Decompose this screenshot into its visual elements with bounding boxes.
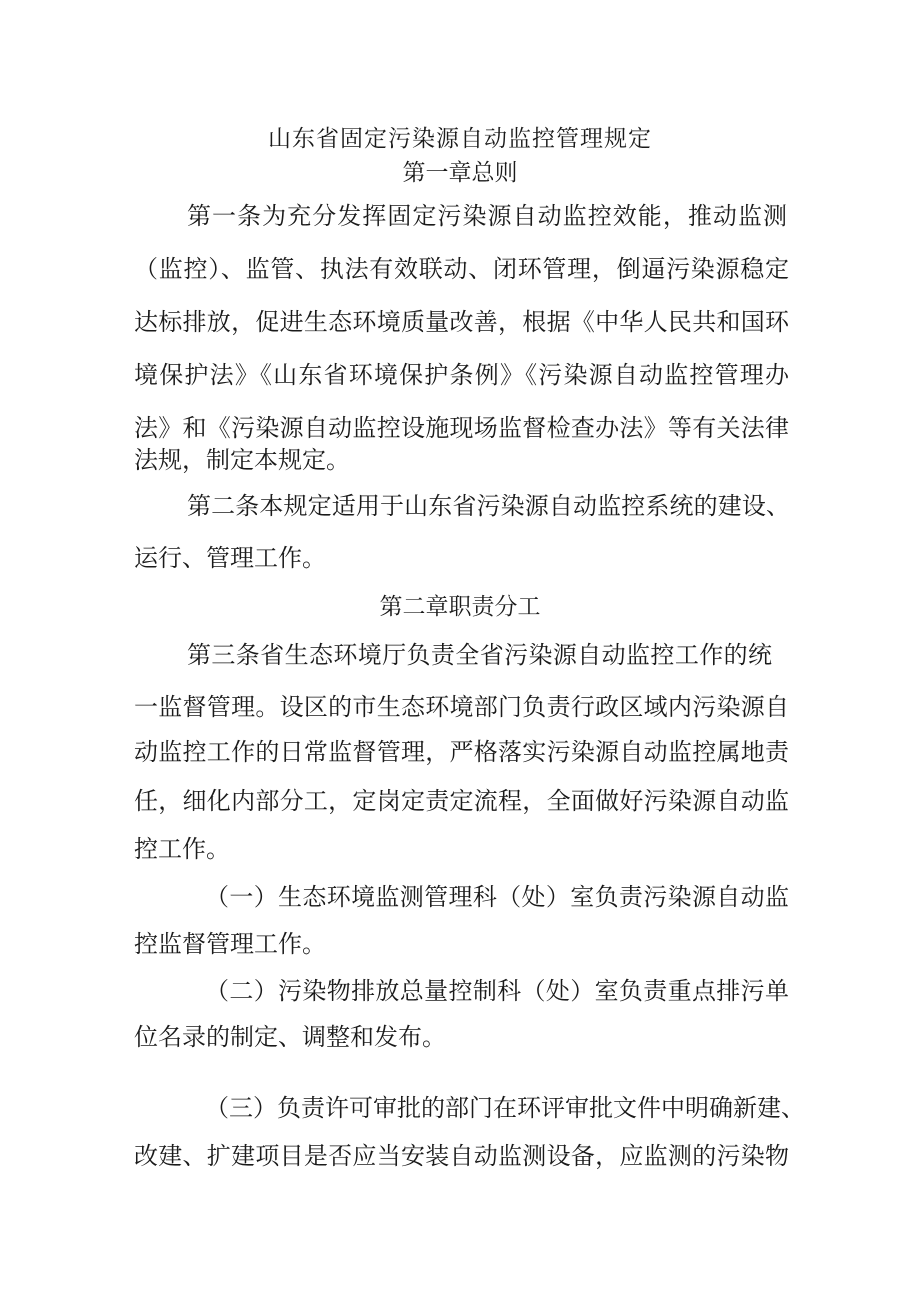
article-3-line: 控工作。 [134,835,230,863]
article-3-line: 第三条省生态环境厅负责全省污染源自动监控工作的统 [187,641,772,669]
article-1-line: 达标排放，促进生态环境质量改善，根据《中华人民共和国环 [134,308,789,336]
item-2-line: （二）污染物排放总量控制科（处）室负责重点排污单 [205,977,789,1005]
document-title: 山东省固定污染源自动监控管理规定 [268,126,652,152]
chapter-heading-2: 第二章职责分工 [379,594,541,620]
article-1-line: 境保护法》《山东省环境保护条例》《污染源自动监控管理办 [134,361,789,389]
article-1-line: 第一条为充分发挥固定污染源自动监控效能，推动监测 [187,202,787,230]
article-2-line: 运行、管理工作。 [134,544,326,572]
article-1-line: （监控）、监管、执法有效联动、闭环管理，倒逼污染源稳定 [134,255,789,283]
item-3-line: 改建、扩建项目是否应当安装自动监测设备，应监测的污染物 [134,1142,789,1170]
item-3-line: （三）负责许可审批的部门在环评审批文件中明确新建、 [205,1094,805,1122]
article-1-line: 法规，制定本规定。 [134,446,350,474]
article-2-line: 第二条本规定适用于山东省污染源自动监控系统的建设、 [187,492,790,520]
chapter-heading-1: 第一章总则 [402,160,518,186]
article-3-line: 任，细化内部分工，定岗定责定流程，全面做好污染源自动监 [134,787,789,815]
article-3-line: 一监督管理。设区的市生态环境部门负责行政区域内污染源自 [134,693,789,721]
article-1-line: 法》和《污染源自动监控设施现场监督检查办法》等有关法律 [134,414,789,442]
item-2-line: 位名录的制定、调整和发布。 [134,1023,446,1051]
item-1-line: 控监督管理工作。 [134,930,326,958]
article-3-line: 动监控工作的日常监督管理，严格落实污染源自动监控属地责 [134,738,789,766]
item-1-line: （一）生态环境监测管理科（处）室负责污染源自动监 [205,883,789,911]
